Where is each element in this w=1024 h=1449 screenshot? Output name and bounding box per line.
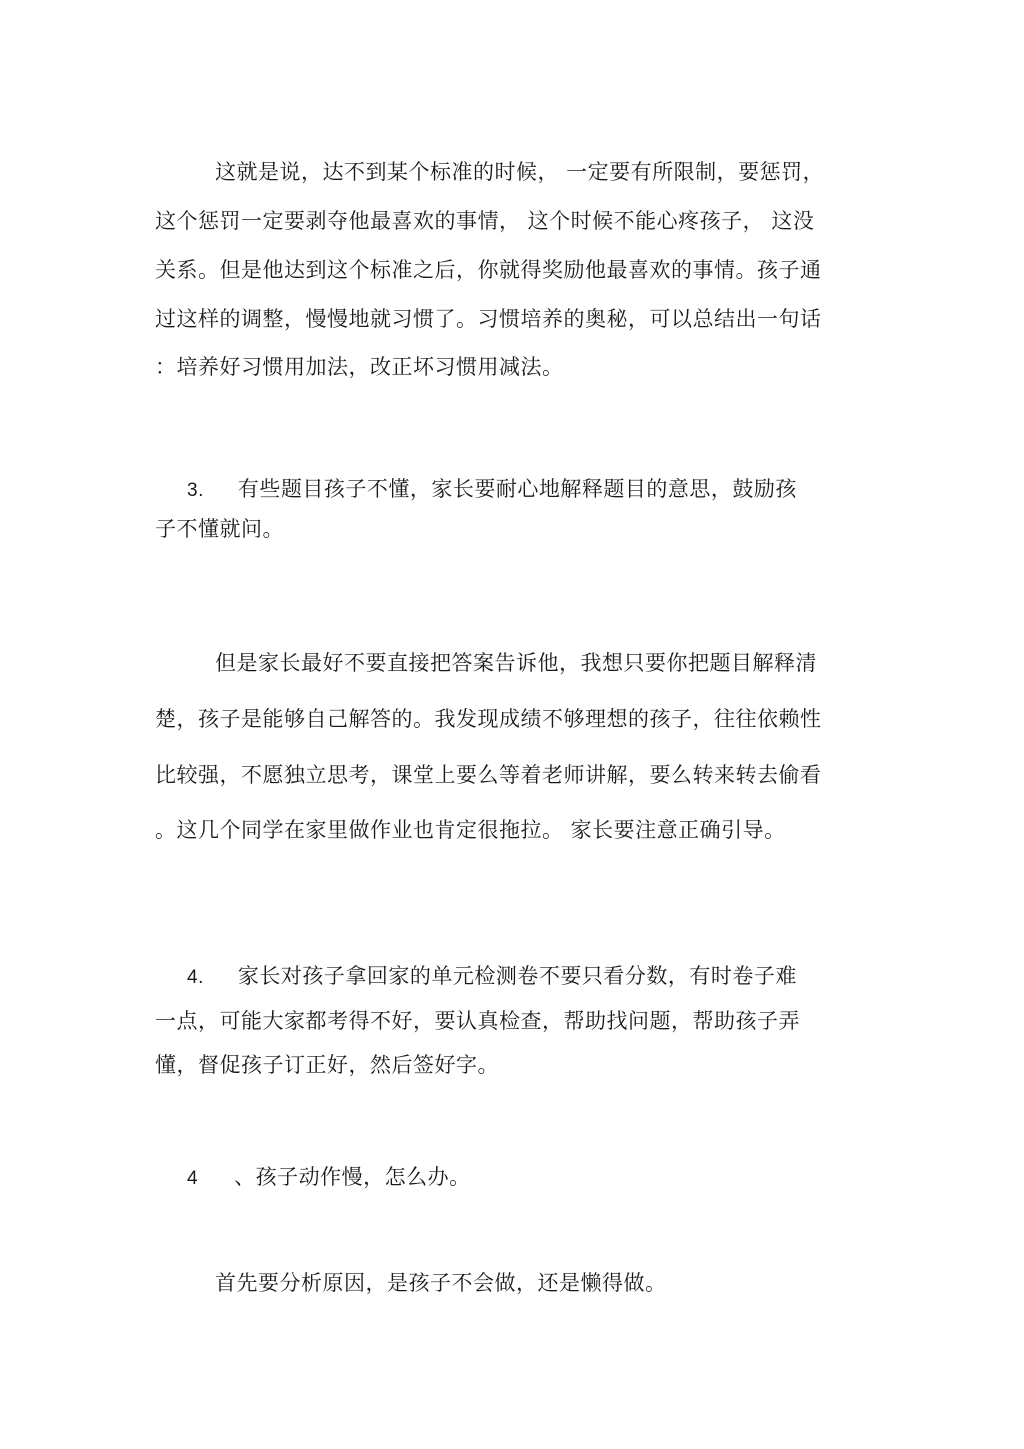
list-item-line: 懂，督促孩子订正好，然后签好字。 (155, 1053, 499, 1077)
paragraph-line: 这个惩罚一定要剥夺他最喜欢的事情， 这个时候不能心疼孩子， 这没 (155, 209, 815, 233)
paragraph-line: 。这几个同学在家里做作业也肯定很拖拉。 家长要注意正确引导。 (155, 818, 786, 842)
paragraph-line: 比较强，不愿独立思考，课堂上要么等着老师讲解，要么转来转去偷看 (155, 763, 822, 787)
list-item-line: 一点，可能大家都考得不好，要认真检查，帮助找问题，帮助孩子弄 (155, 1009, 800, 1033)
section-heading-line (155, 1162, 471, 1194)
section-title: 、孩子动作慢，怎么办。 (234, 1165, 471, 1189)
paragraph-line: 关系。但是他达到这个标准之后，你就得奖励他最喜欢的事情。孩子通 (155, 258, 822, 282)
list-item-number: 3. (187, 480, 204, 501)
list-item-line: 子不懂就问。 (155, 517, 284, 541)
list-item-line (155, 474, 797, 506)
list-item-text: 有些题目孩子不懂，家长要耐心地解释题目的意思，鼓励孩 (237, 477, 797, 501)
list-item-number: 4. (187, 967, 204, 988)
list-item-text: 家长对孩子拿回家的单元检测卷不要只看分数，有时卷子难 (237, 964, 797, 988)
section-number: 4 (187, 1168, 199, 1189)
paragraph-line: 但是家长最好不要直接把答案告诉他，我想只要你把题目解释清 (215, 651, 817, 675)
paragraph-line: ：培养好习惯用加法，改正坏习惯用减法。 (155, 355, 564, 379)
list-item-line (155, 961, 797, 993)
paragraph-line: 这就是说，达不到某个标准的时候， 一定要有所限制，要惩罚， (215, 160, 825, 184)
paragraph-line: 楚，孩子是能够自己解答的。我发现成绩不够理想的孩子，往往依赖性 (155, 707, 822, 731)
paragraph-line: 过这样的调整，慢慢地就习惯了。习惯培养的奥秘，可以总结出一句话 (155, 307, 822, 331)
paragraph-line: 首先要分析原因，是孩子不会做，还是懒得做。 (215, 1271, 667, 1295)
